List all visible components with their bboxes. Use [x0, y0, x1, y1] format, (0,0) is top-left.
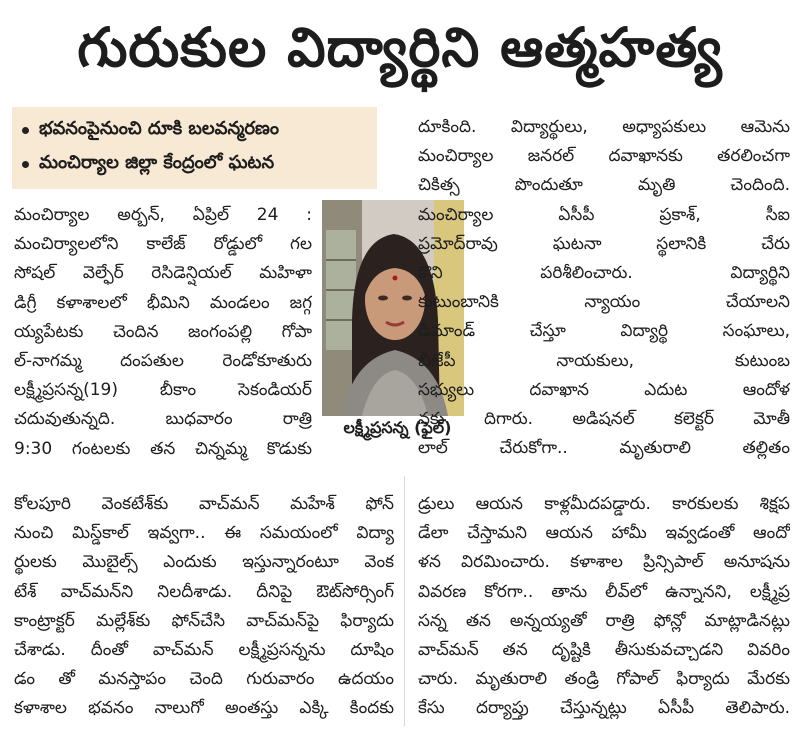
article-line: య్యపేటకు చెందిన జంగంపల్లి గోపా — [14, 321, 312, 342]
article-right-column-top — [418, 113, 790, 463]
article-line: సభ్యులు దవాఖాన ఎదుట ఆందోళ — [418, 379, 790, 400]
article-line: నకు దిగారు. అడిషనల్ కలెక్టర్ మోతీ — [418, 408, 790, 429]
article-line: మంచిర్యాల అర్బన్, ఏప్రిల్ 24 : — [14, 205, 312, 225]
column-divider — [404, 476, 405, 726]
highlight-text: మంచిర్యాల జిల్లా కేంద్రంలో ఘటన — [39, 151, 275, 173]
highlight-item — [22, 147, 367, 181]
photo-caption: లక్ష్మీప్రసన్న (ఫైల్) — [343, 418, 452, 437]
article-line: లాల్ చేరుకోగా.. మృతురాలి తల్లితం — [418, 438, 790, 459]
article-right-column-bottom — [418, 490, 790, 724]
article-line: కేసు దర్యాప్తు చేస్తున్నట్లు ఏసీపీ తెలిపారు. — [418, 698, 790, 719]
article-line: కళాశాల భవనం నాలుగో అంతస్తు ఎక్కి కిందకు — [14, 698, 394, 719]
article-line: చారు. మృతురాలి తండ్రి గోపాల్ ఫిర్యాదు మేరకు — [418, 669, 790, 690]
headline: గురుకుల విద్యార్థిని ఆత్మహత్య — [77, 16, 723, 79]
article-line: వివరణ కోరగా.. తాను లీవ్‌లో ఉన్నానని, లక్ష్మీప్ర — [418, 581, 790, 602]
article-line: డిగ్రీ కళాశాలలో భీమిని మండలం జగ్గ — [14, 292, 312, 313]
article-line: ప్రమోద్‌రావు ఘటనా స్థలానికి చేరు — [418, 233, 790, 254]
article-left-column-bottom — [14, 490, 394, 724]
article-line: ర్థులకు మొబైల్స్ ఎందుకు ఇస్తున్నారంటూ వెంక — [14, 552, 394, 573]
article-line: బీజేపీ నాయకులు, కుటుంబ — [418, 350, 790, 371]
bullet-icon — [22, 161, 29, 168]
article-line: సన్న తన అన్నయ్యతో రాత్రి ఫోన్లో మాట్లాడినట్లు — [418, 610, 790, 631]
article-line: సోషల్ వెల్ఫేర్ రెసిడెన్షియల్ మహిళా — [14, 263, 312, 284]
article-line: కాంట్రాక్టర్ మల్లేశ్‌కు ఫోన్‌చేసి వాచ్‌మన్‌పై ఫిర్యాదు — [14, 610, 394, 631]
article-line: ల్‌-నాగమ్మ దంపతుల రెండోకూతురు — [14, 350, 312, 371]
article-line: మంచిర్యాల ఏసీపీ ప్రకాశ్, సీఐ — [418, 204, 790, 225]
article-line: డం తో మనస్తాపం చెంది గురువారం ఉదయం — [14, 669, 394, 690]
highlights-box — [12, 107, 377, 189]
article-line: లక్ష్మీప్రసన్న(19) బీకాం సెకండియర్ — [14, 380, 312, 401]
article-line: కుటుంబానికి న్యాయం చేయాలని — [418, 292, 790, 313]
article-line: టేశ్ వాచ్‌మన్‌ని నిలదీశాడు. దీనిపై ఔట్‌సోర్సింగ్ — [14, 581, 394, 602]
highlight-text: భవనంపైనుంచి దూకి బలవన్మరణం — [39, 117, 280, 139]
article-line: డ్రులు ఆయన కాళ్లమీదపడ్డారు. కారకులకు శిక్షప — [418, 494, 790, 514]
article-line: చికిత్స పొందుతూ మృతి చెందింది. — [418, 175, 790, 196]
bullet-icon — [22, 127, 29, 134]
article-line: కొని పరిశీలించారు. విద్యార్థిని — [418, 262, 790, 283]
highlight-item — [22, 113, 367, 147]
article-line: డేలా చేస్తామని ఆయన హామీ ఇవ్వడంతో ఆందో — [418, 523, 790, 544]
article-line: ళన విరమించారు. కళాశాల ప్రిన్సిపాల్ అనూషను — [418, 552, 790, 573]
article-line: డిమాండ్ చేస్తూ విద్యార్థి సంఘాలు, — [418, 321, 790, 342]
article-line: చదువుతున్నది. బుధవారం రాత్రి — [14, 409, 312, 430]
article-line: మంచిర్యాల జనరల్ దవాఖానకు తరలించగా — [418, 146, 790, 167]
article-line: దూకింది. విద్యార్థులు, అధ్యాపకులు ఆమెను — [418, 117, 790, 137]
article-line: 9:30 గంటలకు తన చిన్నమ్మ కొడుకు — [14, 438, 312, 459]
article-line: నుంచి మిస్డ్‌కాల్ ఇవ్వగా.. ఈ సమయంలో విద్యా — [14, 523, 394, 544]
article-line: కోలపూరి వెంకటేశ్‌కు వాచ్‌మన్ మహేశ్ ఫోన్ — [14, 494, 394, 514]
article-left-column-top — [14, 201, 312, 464]
article-line: చేశాడు. దీంతో వాచ్‌మన్ లక్ష్మీప్రసన్నను దూషిం — [14, 639, 394, 660]
article-line: మంచిర్యాలలోని కాలేజ్ రోడ్డులో గల — [14, 234, 312, 255]
article-line: వాచ్‌మన్ తన దృష్టికి తీసుకువచ్చాడని వివరిం — [418, 639, 790, 660]
